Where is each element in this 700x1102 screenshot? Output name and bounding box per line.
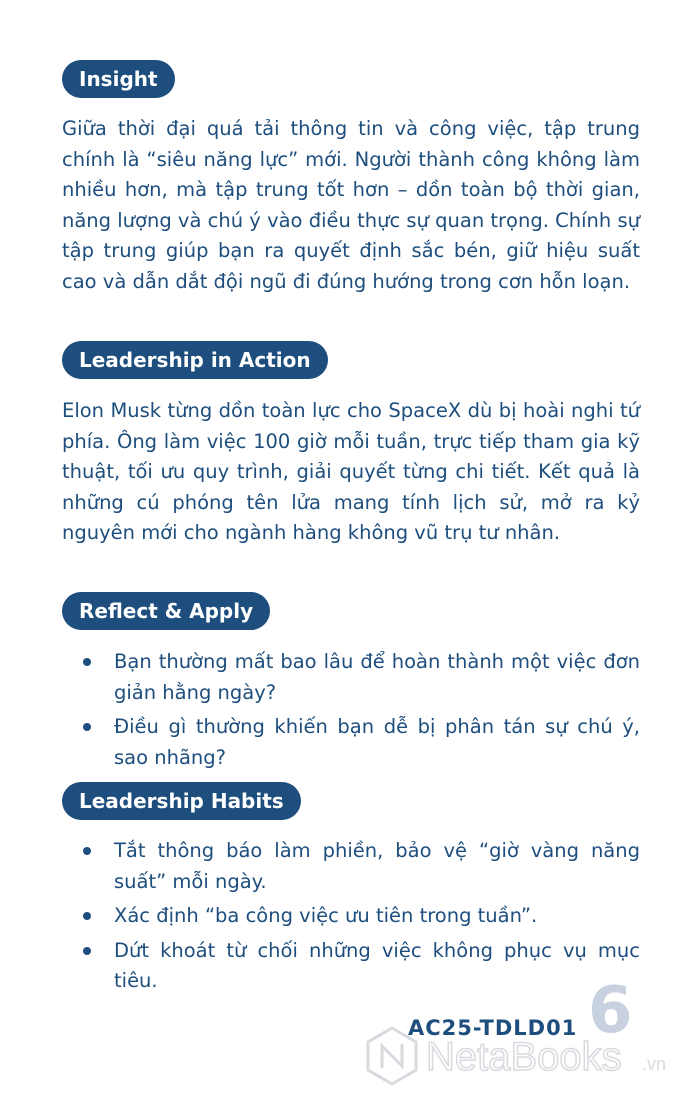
list-item-text: Tắt thông báo làm phiền, bảo vệ “giờ vàng năng suất” mỗi ngày. [114, 839, 640, 893]
hexagon-logo-icon [368, 1028, 416, 1084]
insight-heading: Insight [62, 60, 175, 98]
list-item [62, 647, 640, 708]
list-item-text: Điều gì thường khiến bạn dễ bị phân tán sự chú ý, sao nhãng? [114, 715, 640, 769]
bullet-icon [83, 723, 91, 731]
list-item [62, 936, 640, 997]
list-item-text: Xác định “ba công việc ưu tiên trong tuần”. [114, 904, 538, 927]
leadership-in-action-heading: Leadership in Action [62, 341, 328, 379]
bullet-icon [83, 847, 91, 855]
netabooks-watermark-logo [362, 1024, 682, 1090]
bullet-icon [83, 912, 91, 920]
reflect-apply-heading: Reflect & Apply [62, 592, 270, 630]
list-item [62, 836, 640, 897]
watermark-brand: NetaBooks [426, 1035, 622, 1079]
reflect-apply-list [62, 647, 640, 777]
bullet-icon [83, 947, 91, 955]
watermark-suffix: .vn [642, 1054, 667, 1074]
leadership-habits-heading: Leadership Habits [62, 782, 301, 820]
list-item-text: Bạn thường mất bao lâu để hoàn thành một việc đơn giản hằng ngày? [114, 650, 640, 704]
bullet-icon [83, 658, 91, 666]
list-item-text: Dứt khoát từ chối những việc không phục vụ mục tiêu. [114, 938, 640, 992]
list-item [62, 712, 640, 773]
leadership-habits-list [62, 836, 640, 1001]
insight-body: Giữa thời đại quá tải thông tin và công việc, tập trung chính là “siêu năng lực” mới. Người thành công không làm nhiều hơn, mà tập trung tốt hơn – dồn toàn bộ thời gian, năng lượng và chú ý vào điều thực sự quan trọng. Chính sự tập trung giúp bạn ra quyết định sắc bén, giữ hiệu suất cao và dẫn dắt đội ngũ đi đúng hướng trong cơn hỗn loạn. [62, 117, 640, 293]
document-code: AC25-TDLD01 [408, 1016, 578, 1040]
list-item [62, 901, 640, 932]
page-number: 6 [588, 974, 633, 1048]
leadership-in-action-body: Elon Musk từng dồn toàn lực cho SpaceX dù bị hoài nghi tứ phía. Ông làm việc 100 giờ mỗi tuần, trực tiếp tham gia kỹ thuật, tối ưu quy trình, giải quyết từng chi tiết. Kết quả là những cú phóng tên lửa mang tính lịch sử, mở ra kỷ nguyên mới cho ngành hàng không vũ trụ tư nhân. [62, 399, 640, 544]
